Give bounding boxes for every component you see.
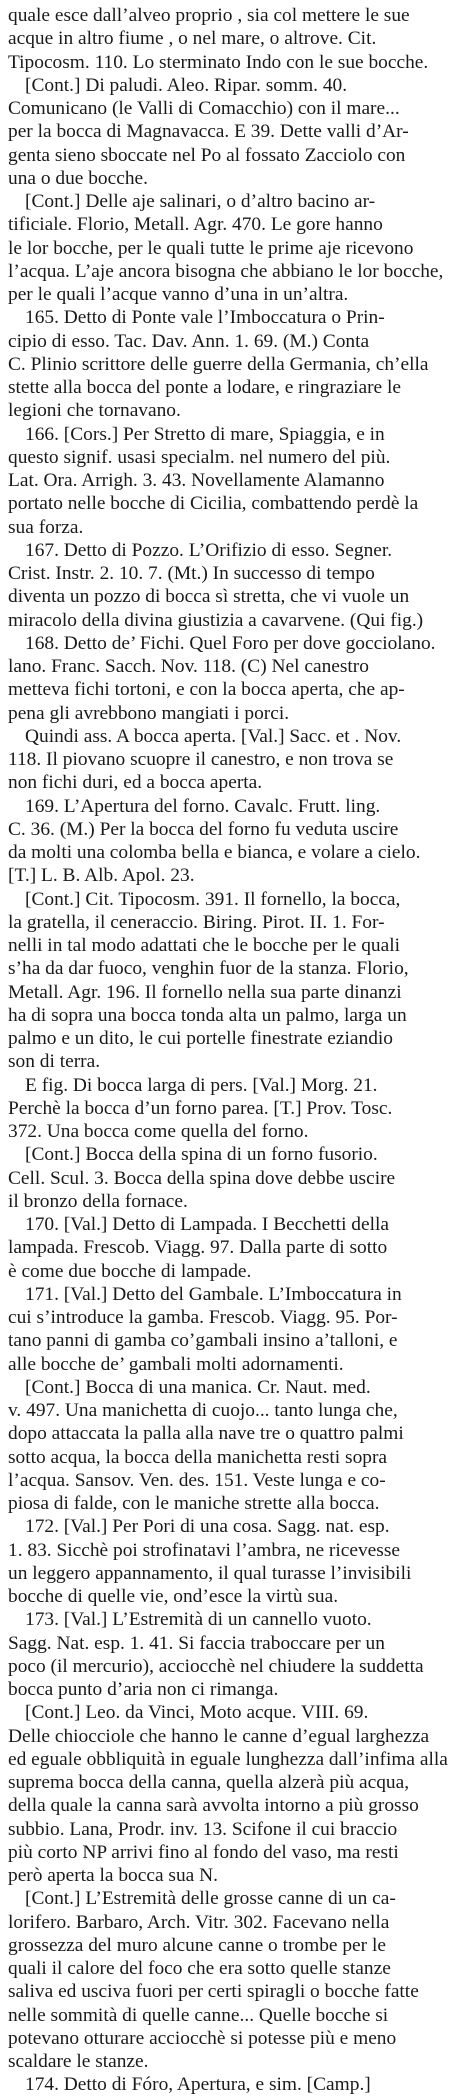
text-line: [Cont.] Cit. Tipocosm. 391. Il fornello, la bocca, (25, 888, 401, 910)
text-line: 1. 83. Sicchè poi strofinatavi l’ambra, ne ricevesse (8, 1539, 400, 1561)
text-line: non fichi duri, ed a bocca aperta. (8, 772, 263, 794)
text-line: da molti una colomba bella e bianca, e volare a cielo. (8, 842, 421, 863)
text-line: 172. [Val.] Per Pori di una cosa. Sagg. nat. esp. (25, 1516, 390, 1538)
text-line: suprema bocca della canna, quella alzerà più acqua, (8, 1772, 410, 1793)
text-line: Quindi ass. A bocca aperta. [Val.] Sacc. et . Nov. (25, 725, 402, 747)
text-line: Delle chiocciole che hanno le canne d’egual larghezza (8, 1725, 430, 1747)
text-line: bocche di quelle vie, ond’esce la virtù sua. (8, 1586, 339, 1607)
text-line: diventa un pozzo di bocca sì stretta, che vi vuole un (8, 586, 410, 608)
text-line: portato nelle bocche di Cicilia, combattendo perdè la (8, 493, 419, 515)
text-line: [Cont.] Bocca della spina di un forno fusorio. (25, 1144, 378, 1166)
text-line: le lor bocche, per le quali tutte le prime aje ricevono (8, 237, 414, 259)
text-line: Perchè la bocca d’un forno parea. [T.] Prov. Tosc. (8, 1097, 393, 1119)
text-line: tificiale. Florio, Metall. Agr. 470. Le gore hanno (8, 214, 383, 236)
text-line: [Cont.] Bocca di una manica. Cr. Naut. med. (25, 1376, 371, 1398)
text-line: palmo e un dito, le cui portelle finestrate eziandio (8, 1028, 393, 1049)
text-line: nelle sommità di quelle canne... Quelle bocche si (8, 2004, 389, 2026)
text-line: v. 497. Una manichetta di cuojo... tanto lunga che, (8, 1400, 398, 1421)
text-line: scaldare le stanze. (8, 2051, 149, 2072)
text-line: genta sieno sboccate nel Po al fossato Zacciolo con (8, 144, 406, 166)
text-line: cipio di esso. Tac. Dav. Ann. 1. 69. (M.) Conta (8, 330, 370, 352)
text-line: ha di sopra una bocca tonda alta un palmo, larga un (8, 1004, 407, 1026)
text-line: lampada. Frescob. Viagg. 97. Dalla parte di sotto (8, 1237, 388, 1259)
text-line: son di terra. (8, 1051, 101, 1073)
text-line: bocca punto d’aria non ci rimanga. (8, 1679, 279, 1700)
text-line: 173. [Val.] L’Estremità di un cannello vuoto. (25, 1609, 372, 1631)
text-line: stette alla bocca del ponte a lodare, e ringraziare le (8, 377, 401, 398)
text-line: 165. Detto di Ponte vale l’Imboccatura o Prin- (25, 307, 385, 329)
text-line: potevano otturare acciocchè si potesse più e meno (8, 2027, 397, 2049)
text-line: 118. Il piovano scuopre il canestro, e non trova se (8, 749, 394, 770)
text-line: miracolo della divina giustizia a cavarvene. (Qui fig.) (8, 609, 424, 631)
text-line: Cell. Scul. 3. Bocca della spina dove debbe uscire (8, 1167, 396, 1189)
text-line: 171. [Val.] Detto del Gambale. L’Imboccatura in (25, 1283, 402, 1305)
text-line: [T.] L. B. Alb. Apol. 23. (8, 865, 195, 887)
text-line: Sagg. Nat. esp. 1. 41. Si faccia traboccare per un (8, 1632, 385, 1654)
text-line: [Cont.] Delle aje salinari, o d’altro bacino ar- (25, 191, 376, 212)
text-line: lorifero. Barbaro, Arch. Vitr. 302. Facevano nella (8, 1911, 390, 1933)
text-line: tano panni di gamba co’gambali insino a’talloni, e (8, 1330, 398, 1352)
text-line: pena gli avrebbono mangiati i porci. (8, 702, 290, 724)
text-line: Comunicano (le Valli di Comacchio) con il mare... (8, 98, 400, 119)
text-line: più corto NP arrivi fino al fondo del vaso, ma resti (8, 1841, 399, 1863)
text-line: sua forza. (8, 516, 84, 538)
text-line: l’acqua. L’aje ancora bisogna che abbiano le lor bocche, (8, 260, 444, 282)
text-line: [Cont.] L’Estremità delle grosse canne di un ca- (25, 1888, 396, 1910)
text-line: C. 36. (M.) Per la bocca del forno fu veduta uscire (8, 818, 399, 840)
text-line: 174. Detto di Fóro, Apertura, e sim. [Camp.] (25, 2074, 371, 2096)
text-line: quali il calore del foco che era sotto quelle stanze (8, 1958, 391, 1979)
text-line: un leggero appannamento, il qual turasse l’invisibili (8, 1562, 412, 1584)
text-line: s’ha da dar fuoco, venghin fuor de la stanza. Florio, (8, 958, 409, 980)
text-line: il bronzo della fornace. (8, 1190, 188, 1212)
text-line: metteva fichi tortoni, e con la bocca aperta, che ap- (8, 679, 405, 701)
text-line: Crist. Instr. 2. 10. 7. (Mt.) In successo di tempo (8, 563, 375, 584)
text-line: sotto acqua, la bocca della manichetta resti sopra (8, 1446, 388, 1468)
text-line: acque in altro fiume , o nel mare, o altrove. Cit. (8, 28, 377, 50)
text-line: 170. [Val.] Detto di Lampada. I Becchetti della (25, 1214, 389, 1235)
text-line: cui s’introduce la gamba. Frescob. Viagg. 95. Por- (8, 1307, 398, 1328)
text-line: E fig. Di bocca larga di pers. [Val.] Morg. 21. (25, 1074, 378, 1096)
text-line: grossezza del muro alcune canne o trombe per le (8, 1934, 386, 1956)
text-line: per la bocca di Magnavacca. E 39. Dette valli d’Ar- (8, 121, 409, 143)
text-line: saliva ed usciva fuori per certi spiragli o bocche fatte (8, 1981, 419, 2003)
text-line: Tipocosm. 110. Lo sterminato Indo con le sue bocche. (8, 51, 429, 73)
text-line: dopo attaccata la palla alla nave tre o quattro palmi (8, 1423, 404, 1445)
text-line: 167. Detto di Pozzo. L’Orifizio di esso. Segner. (25, 539, 393, 561)
text-line: legioni che tornavano. (8, 400, 181, 422)
text-line: [Cont.] Leo. da Vinci, Moto acque. VIII. 69. (25, 1702, 369, 1724)
text-line: l’acqua. Sansov. Ven. des. 151. Veste lunga e co- (8, 1469, 386, 1491)
text-line: Metall. Agr. 196. Il fornello nella sua parte dinanzi (8, 981, 402, 1003)
text-line: C. Plinio scrittore delle guerre della Germania, ch’ella (8, 353, 429, 375)
text-line: subbio. Lana, Prodr. inv. 13. Scifone il cui braccio (8, 1818, 398, 1840)
text-line: è come due bocche di lampade. (8, 1260, 252, 1282)
text-line: della quale la canna sarà avvolta intorno a più grosso (8, 1795, 419, 1817)
text-line: una o due bocche. (8, 167, 148, 189)
text-line: lano. Franc. Sacch. Nov. 118. (C) Nel canestro (8, 656, 369, 677)
text-line: per le quali l’acque vanno d’una in un’altra. (8, 284, 349, 305)
text-line: questo signif. usasi specialm. nel numero del più. (8, 446, 391, 468)
text-line: quale esce dall’alveo proprio , sia col mettere le sue (8, 5, 410, 26)
text-line: Lat. Ora. Arrigh. 3. 43. Novellamente Alamanno (8, 470, 385, 491)
text-line: 168. Detto de’ Fichi. Quel Foro per dove gocciolano. (25, 632, 436, 654)
text-line: piosa di falde, con le maniche strette alla bocca. (8, 1493, 380, 1514)
text-line: 372. Una bocca come quella del forno. (8, 1121, 309, 1142)
text-line: ed eguale obbliquità in eguale lunghezza dall’infima alla (8, 1748, 448, 1770)
text-line: 166. [Cors.] Per Stretto di mare, Spiaggia, e in (25, 423, 385, 445)
text-line: però aperta la bocca sua N. (8, 1865, 218, 1886)
text-line: nelli in tal modo adattati che le bocche per le quali (8, 935, 400, 956)
text-line: 169. L’Apertura del forno. Cavalc. Frutt. ling. (25, 795, 381, 817)
text-line: [Cont.] Di paludi. Aleo. Ripar. somm. 40. (25, 74, 348, 96)
text-line: alle bocche de’ gambali molti adornamenti. (8, 1353, 344, 1375)
text-line: poco (il mercurio), acciocchè nel chiudere la suddetta (8, 1655, 424, 1677)
text-line: la gratella, il ceneraccio. Biring. Pirot. II. 1. For- (8, 911, 385, 933)
